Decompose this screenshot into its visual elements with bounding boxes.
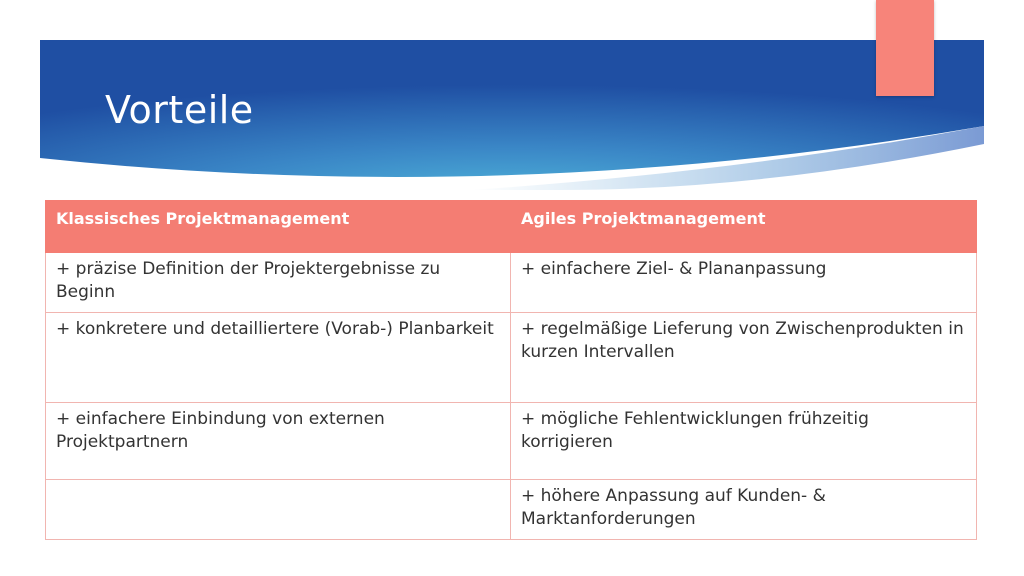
slide-title: Vorteile [105, 88, 254, 132]
table-cell: + höhere Anpassung auf Kunden- & Marktanforderungen [511, 480, 977, 540]
table-row [46, 253, 977, 313]
table-cell: + mögliche Fehlentwicklungen frühzeitig korrigieren [511, 403, 977, 480]
table-cell: + einfachere Einbindung von externen Projektpartnern [46, 403, 511, 480]
header-agile: Agiles Projektmanagement [511, 201, 977, 253]
table-cell [46, 480, 511, 540]
comparison-table [45, 200, 977, 540]
table-cell: + regelmäßige Lieferung von Zwischenprodukten in kurzen Intervallen [511, 313, 977, 403]
table-row [46, 403, 977, 480]
table-header-row [46, 201, 977, 253]
table-row [46, 313, 977, 403]
header-classic: Klassisches Projektmanagement [46, 201, 511, 253]
table-row [46, 480, 977, 540]
table-cell: + einfachere Ziel- & Plananpassung [511, 253, 977, 313]
accent-rectangle [876, 0, 934, 96]
table-cell: + konkretere und detailliertere (Vorab-) Planbarkeit [46, 313, 511, 403]
table-cell: + präzise Definition der Projektergebnisse zu Beginn [46, 253, 511, 313]
